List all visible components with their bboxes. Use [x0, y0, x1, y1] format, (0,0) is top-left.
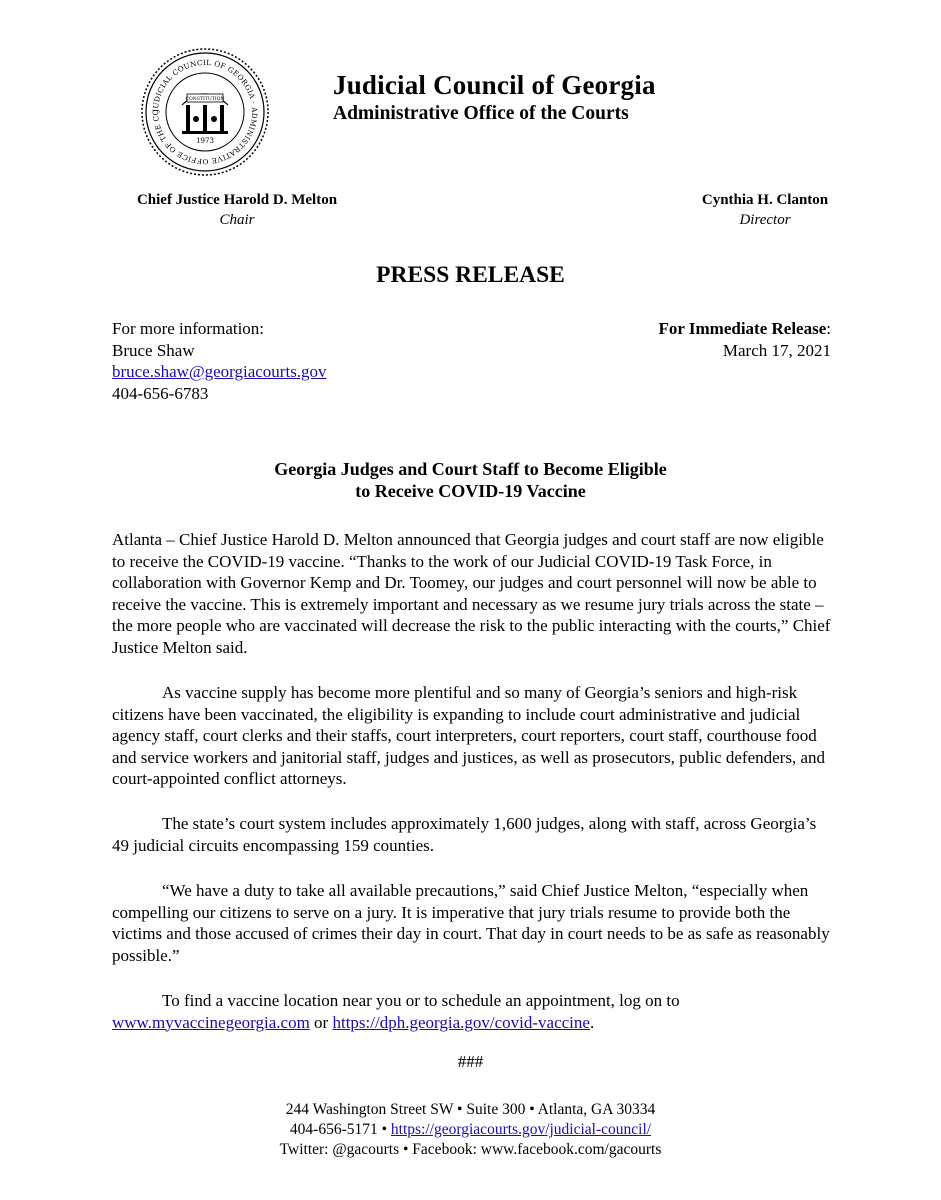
paragraph-2-text: As vaccine supply has become more plentiful and so many of Georgia’s seniors and high-risk citizens have been vaccinated, the eligibility is expanding to include court administrative and judicial agency staff, court clerks and their staffs, court interpreters, court reporters, court staff, courthouse food and service workers and janitorial staff, judges and justices, as well as prosecutors, public defenders, and court-appointed conflict attorneys. — [112, 683, 825, 789]
footer-bullet: • — [381, 1121, 388, 1138]
headline — [0, 458, 941, 502]
press-release-title: PRESS RELEASE — [376, 262, 565, 288]
headline-line1: Georgia Judges and Court Staff to Become Eligible — [274, 459, 667, 479]
footer — [0, 1100, 941, 1160]
org-title: Judicial Council of Georgia — [333, 70, 656, 100]
paragraph-5 — [112, 990, 832, 1033]
footer-social: Twitter: @gacourts • Facebook: www.facebook.com/gacourts — [279, 1141, 662, 1158]
chair-role: Chair — [219, 212, 255, 228]
director-name: Cynthia H. Clanton — [701, 192, 829, 208]
dph-covid-vaccine-link[interactable]: https://dph.georgia.gov/covid-vaccine — [332, 1012, 590, 1032]
chair-name: Chief Justice Harold D. Melton — [136, 192, 338, 208]
court-seal-icon — [140, 47, 270, 177]
paragraph-5-end: . — [589, 1012, 595, 1032]
org-subtitle: Administrative Office of the Courts — [333, 103, 629, 124]
paragraph-5-intro: To find a vaccine location near you or to schedule an appointment, log on to — [162, 991, 680, 1010]
director-block — [699, 190, 831, 230]
paragraph-4-text: “We have a duty to take all available precautions,” said Chief Justice Melton, “especially when compelling our citizens to serve on a jury. It is imperative that jury trials resume to provide both the victims and those accused of crimes their day in court. That day in court needs to be as safe as reasonably possible.” — [112, 881, 830, 965]
footer-phone: 404-656-5171 — [289, 1121, 378, 1138]
myvaccinegeorgia-link[interactable]: www.myvaccinegeorgia.com — [112, 1012, 310, 1032]
seal-year: 1973 — [196, 137, 214, 145]
contact-label: For more information: — [112, 319, 265, 338]
paragraph-1 — [112, 529, 832, 659]
seal-banner-text: CONSTITUTION — [185, 97, 225, 102]
release-block — [659, 318, 831, 361]
paragraph-3-text: The state’s court system includes approximately 1,600 judges, along with staff, across Georgia’s 49 judicial circuits encompassing 159 counties. — [112, 814, 817, 855]
end-mark: ### — [457, 1052, 484, 1071]
contact-phone: 404-656-6783 — [112, 383, 209, 403]
release-colon: : — [826, 319, 831, 338]
contact-name: Bruce Shaw — [112, 340, 195, 360]
paragraph-1-text: Atlanta – Chief Justice Harold D. Melton announced that Georgia judges and court staff are now eligible to receive the COVID-19 vaccine. “Thanks to the work of our Judicial COVID-19 Task Force, in collaboration with Governor Kemp and Dr. Toomey, our judges and court personnel will now be able to receive the vaccine. This is extremely important and necessary as we resume jury trials across the state – the more people who are vaccinated will decrease the risk to the public interacting with the courts,” Chief Justice Melton said. — [112, 530, 831, 657]
paragraph-4 — [112, 880, 832, 966]
seal-ring-text: JUDICIAL COUNCIL OF GEORGIA · ADMINISTRATIVE OFFICE OF THE CO — [150, 57, 260, 167]
paragraph-2 — [112, 682, 832, 790]
contact-block — [112, 318, 327, 404]
footer-website-link[interactable]: https://georgiacourts.gov/judicial-council/ — [390, 1121, 652, 1138]
release-label: For Immediate Release — [658, 319, 827, 338]
contact-email-link[interactable]: bruce.shaw@georgiacourts.gov — [112, 362, 327, 381]
director-role: Director — [739, 212, 791, 228]
footer-address: 244 Washington Street SW • Suite 300 • Atlanta, GA 30334 — [285, 1101, 656, 1118]
paragraph-3 — [112, 813, 832, 856]
release-date: March 17, 2021 — [722, 340, 831, 360]
chair-block — [134, 190, 340, 230]
headline-line2: to Receive COVID-19 Vaccine — [355, 481, 586, 501]
paragraph-5-or: or — [314, 1012, 329, 1032]
